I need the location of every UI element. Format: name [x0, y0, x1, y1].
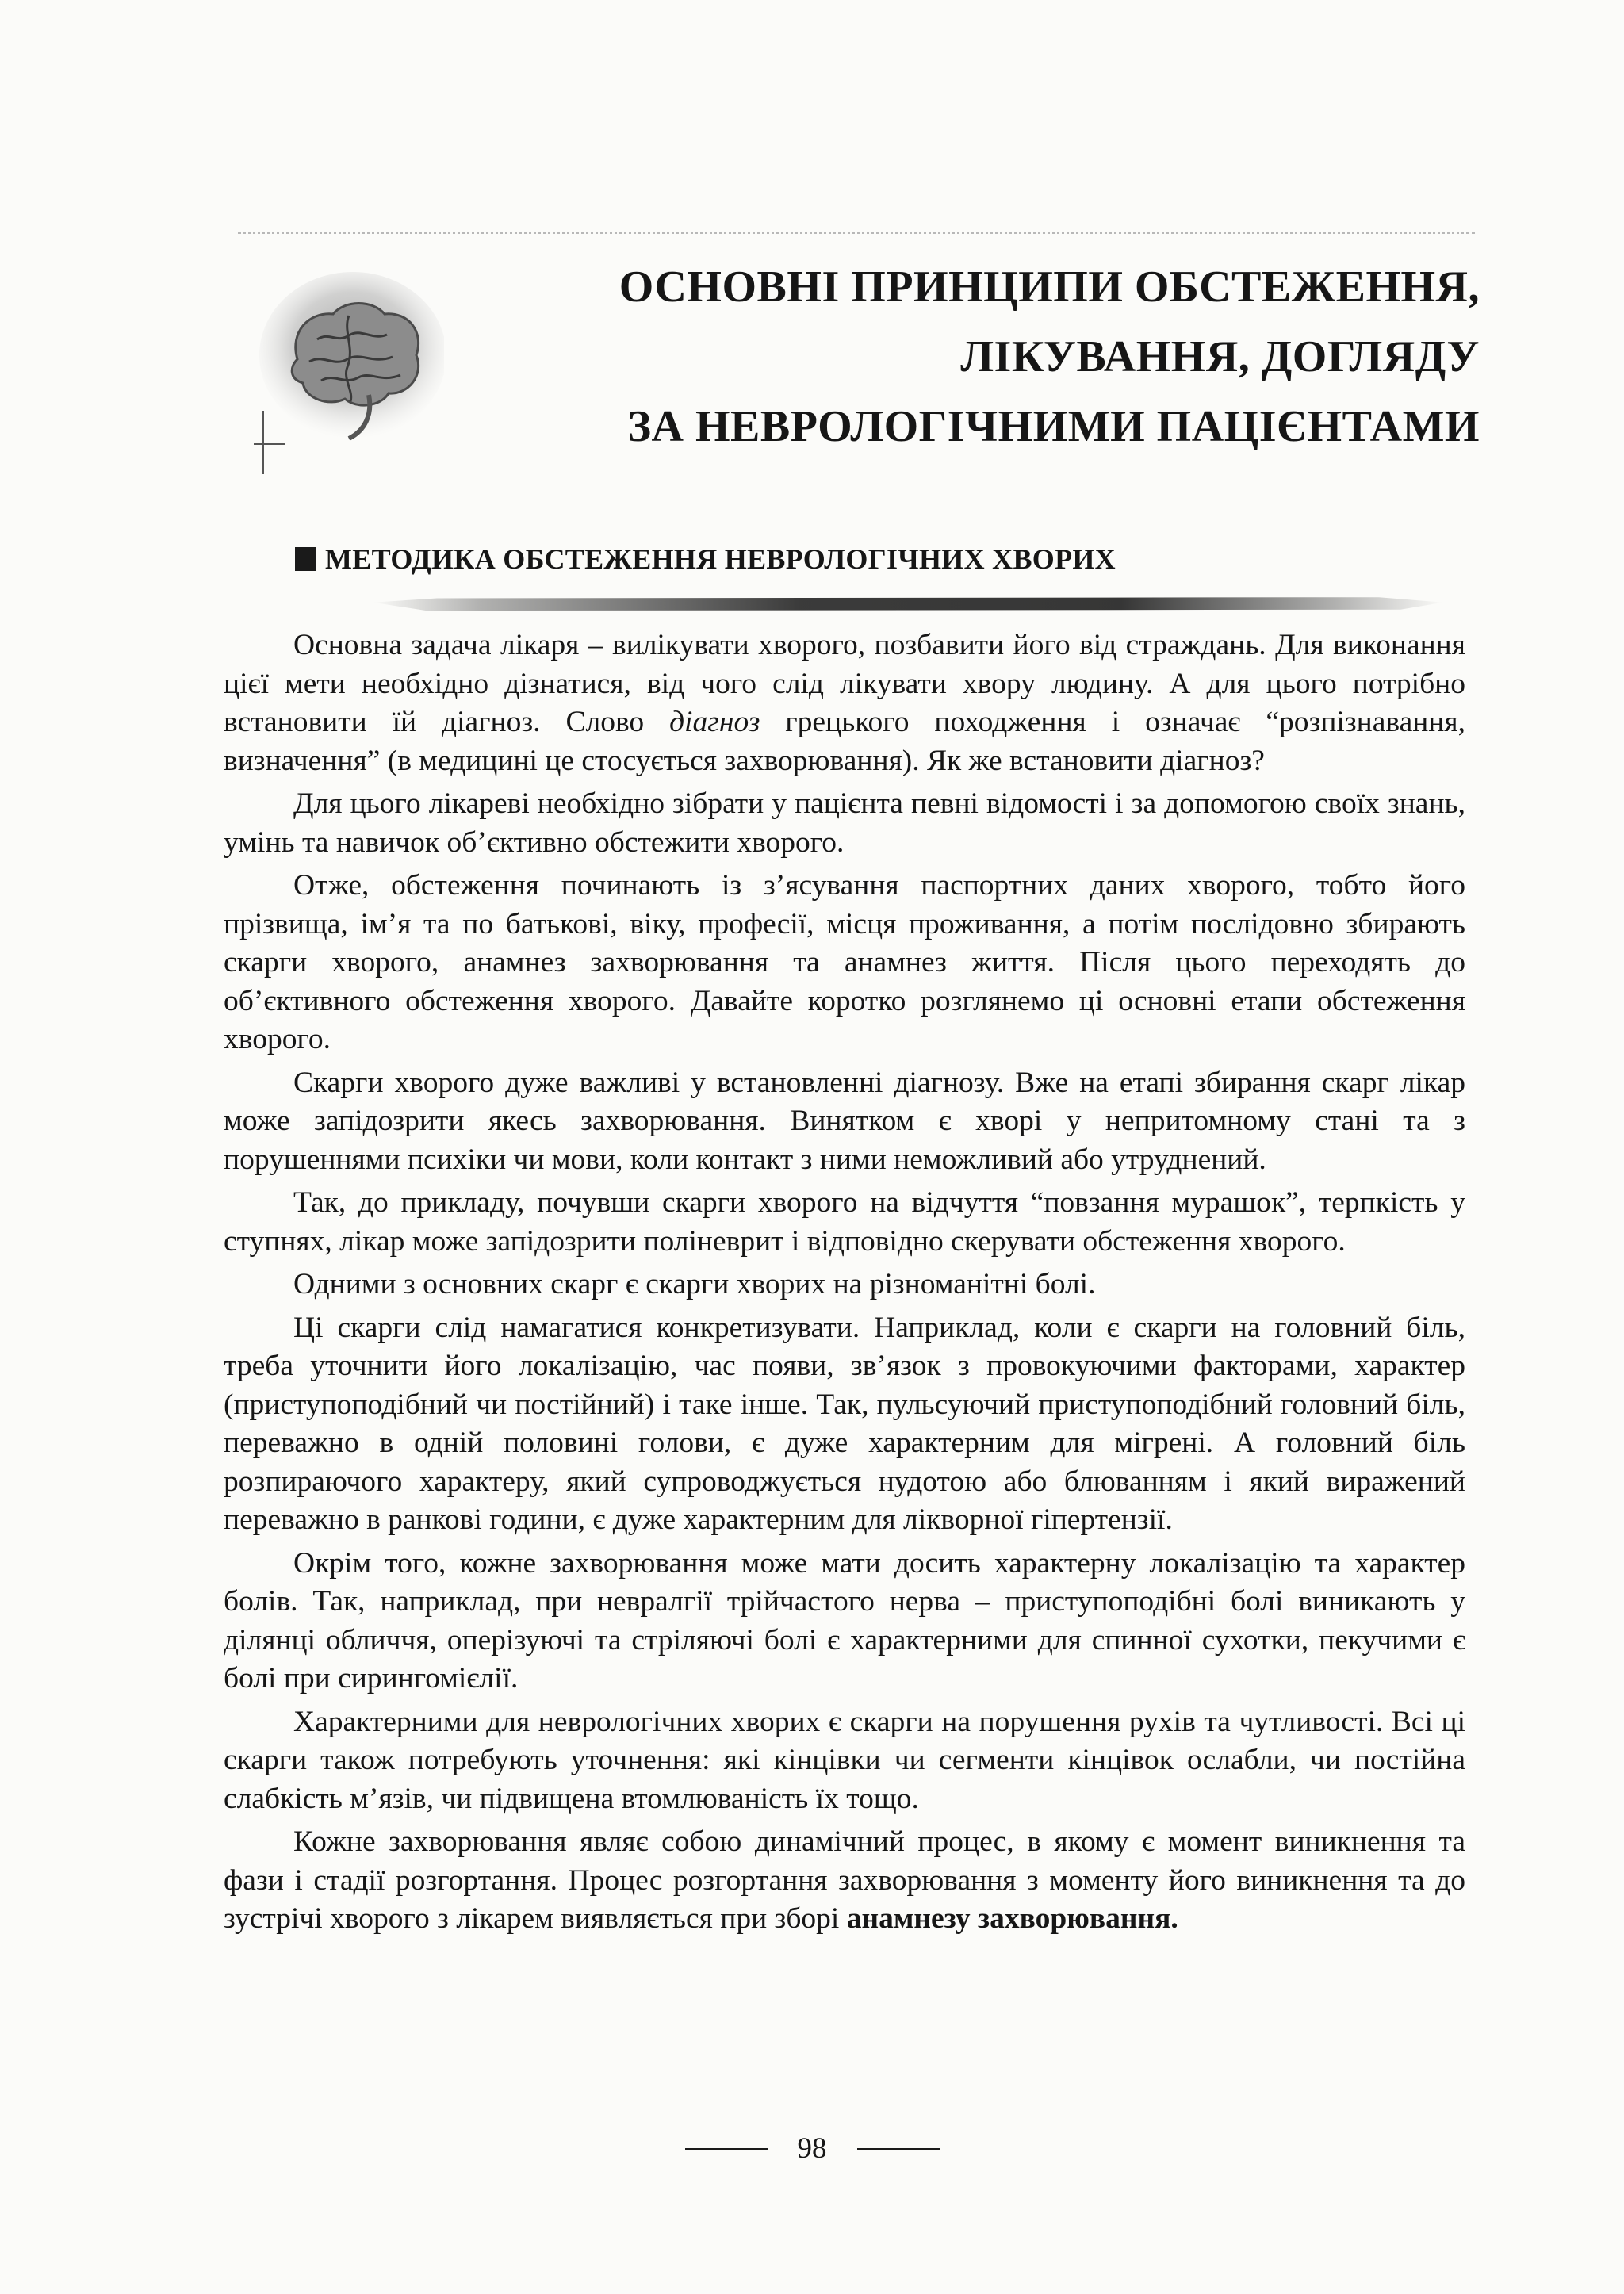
footer-dash-right: [857, 2148, 940, 2150]
paragraph-9: Характерними для неврологічних хворих є скарги на порушення рухів та чутливості. Всі ці скарги також потребують уточнення: які кінцівки чи сегменти кінцівок ослабли, чи постійна слабкість м’язів, чи підвищена втомлюваність їх тощо.: [224, 1705, 1465, 1815]
section-heading-text: МЕТОДИКА ОБСТЕЖЕННЯ НЕВРОЛОГІЧНИХ ХВОРИХ: [325, 543, 1116, 575]
term-diagnosis: діагноз: [669, 706, 760, 738]
paragraph-5: Так, до прикладу, почувши скарги хворого на відчуття “повзання мурашок”, терпкість у ступнях, лікар може запідозрити поліневрит і відповідно скерувати обстеження хворого.: [224, 1186, 1465, 1258]
paragraph-3: Отже, обстеження починають із з’ясування паспортних даних хворого, тобто його прізвища, ім’я та по батькові, віку, професії, місця проживання, а потім послідовно збирають скарги хворого, анамнез захворювання та анамнез життя. Після цього переходять до об’єктивного обстеження хворого. Давайте коротко розглянемо ці основні етапи обстеження хворого.: [224, 869, 1465, 1055]
paragraph-1: [224, 626, 1465, 780]
paragraph-8: Окрім того, кожне захворювання може мати досить характерну локалізацію та характер болів. Так, наприклад, при невралгії трійчастого нерва – приступоподібні болі виникають у ділянці обличчя, оперізуючі та стріляючі болі є характерними для спинної сухотки, пекучими є болі при сирингомієлії.: [224, 1546, 1465, 1695]
chapter-title-line-3: ЗА НЕВРОЛОГІЧНИМИ ПАЦІЄНТАМИ: [627, 402, 1480, 451]
paragraph-1-text-end: грецького походження і означає “розпізнавання, визначення” (в медицині це стосується захворювання). Як же встановити діагноз?: [224, 706, 1465, 777]
chapter-title-line-2: ЛІКУВАННЯ, ДОГЛЯДУ: [960, 332, 1480, 381]
square-bullet-icon: [295, 547, 316, 571]
paragraph-6: Одними з основних скарг є скарги хворих на різноманітні болі.: [293, 1268, 1096, 1300]
body-text: [224, 626, 1465, 1939]
section-underline: [373, 593, 1443, 614]
paragraph-10-text: Кожне захворювання являє собою динамічний процес, в якому є момент виникнення та фази і стадії розгортання. Процес розгортання захворювання з моменту його виникнення та до зустрічі хворого з лікарем виявляється при зборі: [224, 1825, 1465, 1935]
top-dotted-rule: [238, 232, 1475, 234]
term-anamnesis: анамнезу захворювання.: [846, 1902, 1178, 1935]
paragraph-10: [224, 1823, 1465, 1939]
chapter-title: [449, 252, 1480, 461]
brain-icon: [254, 268, 444, 474]
chapter-title-line-1: ОСНОВНІ ПРИНЦИПИ ОБСТЕЖЕННЯ,: [619, 262, 1480, 312]
paragraph-7: Ці скарги слід намагатися конкретизувати. Наприклад, коли є скарги на головний біль, треба уточнити його локалізацію, час появи, зв’язок з провокуючими факторами, характер (приступоподібний чи постійний) і таке інше. Так, пульсуючий приступоподібний головний біль, переважно в одній половині голови, є дуже характерним для мігрені. А головний біль розпираючого характеру, який супроводжується нудотою або блюванням і який виражений переважно в ранкові години, є дуже характерним для лікворної гіпертензії.: [224, 1311, 1465, 1536]
paragraph-1-text-start: Основна задача лікаря – вилікувати хворого, позбавити його від страждань. Для виконання цієї мети необхідно дізнатися, від чого слід лікувати хвору людину. А для цього потрібно встановити їй діагноз. Слово: [224, 629, 1465, 738]
paragraph-4: Скарги хворого дуже важливі у встановленні діагнозу. Вже на етапі збирання скарг лікар може запідозрити якесь захворювання. Винятком є хворі у непритомному стані та з порушеннями психіки чи мови, коли контакт з ними неможливий або утруднений.: [224, 1066, 1465, 1176]
footer-dash-left: [685, 2148, 768, 2150]
section-heading: [295, 538, 1116, 580]
page-number: 98: [797, 2132, 827, 2165]
paragraph-2: Для цього лікареві необхідно зібрати у пацієнта певні відомості і за допомогою своїх знань, умінь та навичок об’єктивно обстежити хворого.: [224, 787, 1465, 859]
page-footer: [0, 2133, 1624, 2165]
